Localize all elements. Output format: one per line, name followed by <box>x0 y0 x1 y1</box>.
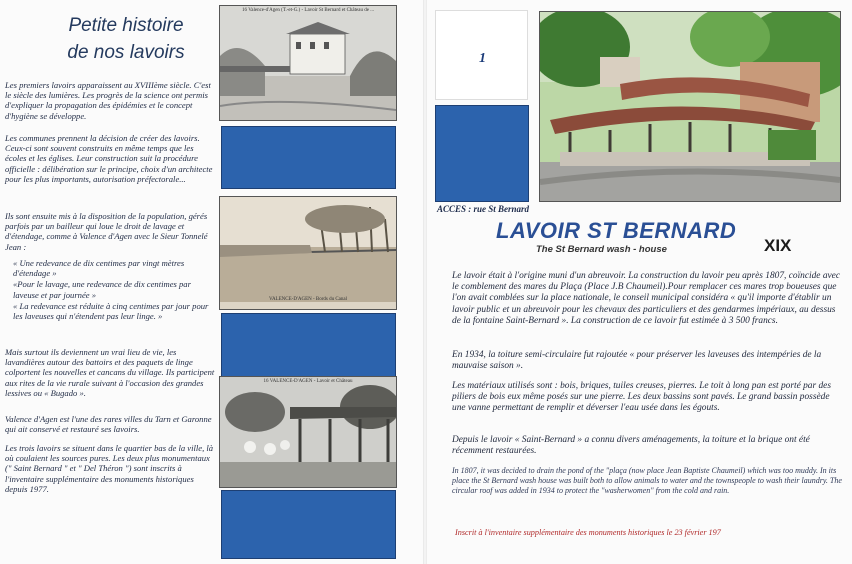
right-para-2: En 1934, la toiture semi-circulaire fut rajoutée « pour préserver les laveuses des intempéries de la mauvaise saison ». <box>452 350 822 372</box>
blue-block-right <box>435 105 529 202</box>
bullet-1: « Une redevance de dix centimes par vingt mètres d'étendage » <box>13 258 185 279</box>
photo-lavoir-st-bernard-drawing <box>540 12 840 201</box>
photo-lavoir-chateau <box>219 5 397 121</box>
title-line-2: de nos lavoirs <box>67 42 185 63</box>
main-title: LAVOIR ST BERNARD <box>496 218 737 243</box>
photo-canal-drawing <box>220 197 396 309</box>
page-number-box <box>435 10 528 100</box>
blue-block-3 <box>221 490 396 559</box>
photo-lavoir-old-drawing <box>220 377 396 487</box>
blue-block-2 <box>221 313 396 377</box>
left-para-1: Les premiers lavoirs apparaissent au XVIIIème siècle. C'est le siècle des lumières. Les progrès de la science ont permis d'expliquer la propagation des épidémies et le concept d'hygiène se développe. <box>5 80 211 121</box>
left-page-title <box>36 12 216 66</box>
photo-canal <box>219 196 397 310</box>
bullet-3: « La redevance est réduite à cinq centimes par jour pour les laveuses qui n'étendent pas leur linge. » <box>13 300 209 322</box>
right-para-1: Le lavoir était à l'origine muni d'un abreuvoir. La construction du lavoir peu après 1807, coïncide avec le comblement des mares du Plaça (Place J.B Chaumeil).Pour remplacer ces mares trop boueuses que l'on avait comblées sur la place nationale, le conseil municipal considéra « qu'il importe d'établir un lavoir public et un abreuvoir pour les chevaux des particuliers et des gendarmes impériaux, au dessus de la fontaine Saint-Bernard ». La construction de ce lavoir fut estimée à 3 500 francs. <box>452 271 840 326</box>
blue-block-1 <box>221 126 396 189</box>
right-para-3: Les matériaux utilisés sont : bois, briques, tuiles creuses, pierres. Le toit à long pan est porté par des piliers de bois eux même posés sur une pierre. Les deux bassins sont pavés. Le grand bassin possède une vanne permettant de remplir et déverser l'eau usée dans les égouts. <box>452 381 831 414</box>
photo-caption-1: 16 Valence-d'Agen (T.-et-G.) - Lavoir St Bernard et Château de ... <box>242 8 374 13</box>
inscription-note: Inscrit à l'inventaire supplémentaire des monuments historiques le 23 février 197 <box>455 528 721 537</box>
right-english: In 1807, it was decided to drain the pond of the "plaça (now place Jean Baptiste Chaumeil) which was too muddy. In its place the St Bernard wash house was built both to allow animals to water and the townspeople to wash their laundry. The circular roof was added in 1934 to protect the "washerwomen" from the cold and rain. <box>452 466 842 495</box>
left-para-5: Valence d'Agen est l'une des rares villes du Tarn et Garonne qui ait conservé et restauré ses lavoirs. <box>5 414 212 435</box>
right-para-4: Depuis le lavoir « Saint-Bernard » a connu divers aménagements, la toiture et la brique ont été récemment restaurées. <box>452 435 810 457</box>
page-gutter <box>423 0 427 564</box>
left-para-6: Les trois lavoirs se situent dans le quartier bas de la ville, là où coulaient les sources pures. Les deux plus monumentaux (" Saint Bernard " et " Del Théron ") sont inscrits à l'inventaire supplémentaire des monuments historiques depuis 1977. <box>5 443 214 494</box>
title-line-1: Petite histoire <box>68 15 184 36</box>
century-label: XIX <box>764 236 792 255</box>
photo-caption-3: 16 VALENCE-D'AGEN - Lavoir et Château <box>263 379 353 384</box>
access-label: ACCES : rue St Bernard <box>437 204 530 214</box>
left-bullets <box>13 258 213 321</box>
photo-lavoir-st-bernard <box>539 11 841 202</box>
photo-caption-2: VALENCE-D'AGEN - Bords du Canal <box>268 297 348 302</box>
left-para-4: Mais surtout ils deviennent un vrai lieu de vie, les lavandières autour des battoirs et des paquets de linge colportent les nouvelles et cancans du village. Ils participent aux rites de la vie rurale suivant à l'occasion des grandes lessives ou « Bugado ». <box>5 347 215 398</box>
subtitle: The St Bernard wash - house <box>536 244 667 255</box>
photo-lavoir-chateau-drawing <box>220 6 396 120</box>
page-number: 1 <box>479 51 486 66</box>
left-para-2: Les communes prennent la décision de créer des lavoirs. Ceux-ci sont souvent construits en même temps que les écoles et les églises. Leur construction suit la procédure officielle : délibération sur le principe, choix d'un architecte pour les plus importants, autorisation préfectorale... <box>5 133 213 184</box>
left-para-3: Ils sont ensuite mis à la disposition de la population, gérés parfois par un bailleur qui loue le droit de lavage et d'étendage, comme à Valence d'Agen avec le Sieur Tonnelé Jean : <box>5 211 208 252</box>
bullet-2: «Pour le lavage, une redevance de dix centimes par laveuse et par journée » <box>13 279 191 300</box>
photo-lavoir-old <box>219 376 397 488</box>
